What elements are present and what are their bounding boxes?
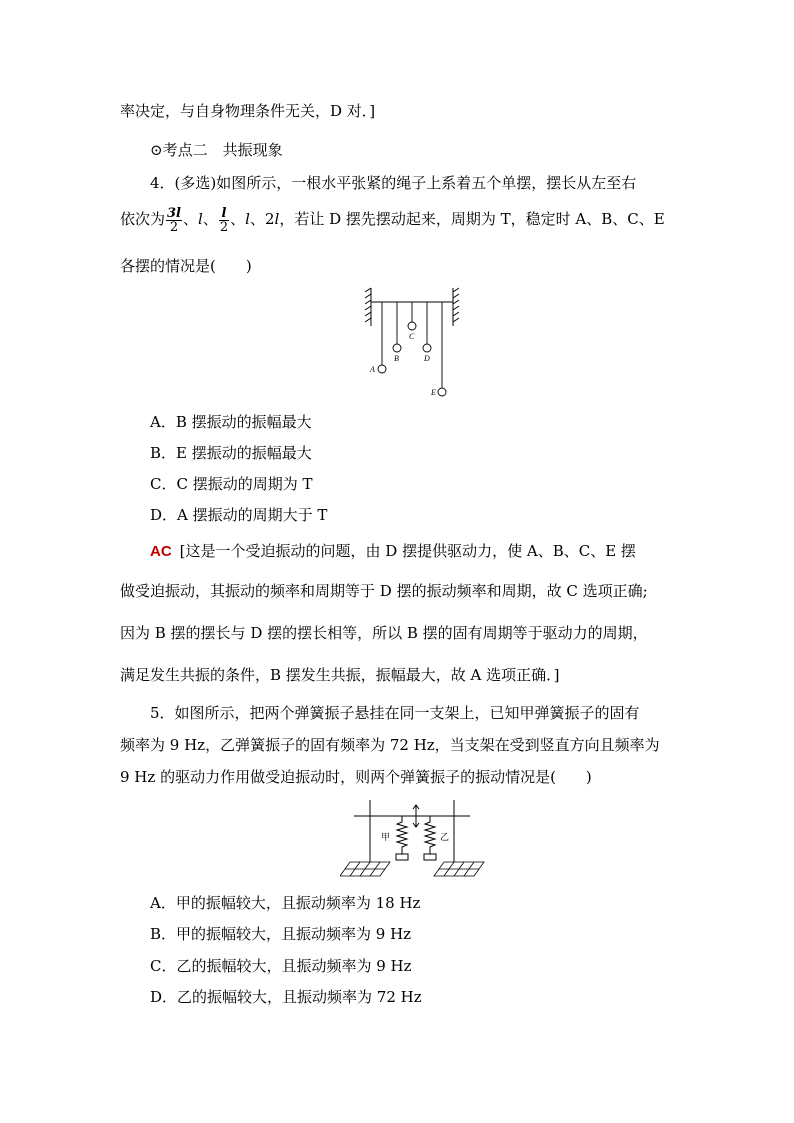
q5-option-b: B．甲的振幅较大，且振动频率为 9 Hz xyxy=(150,925,412,943)
base-left-grid-icon xyxy=(340,862,390,876)
pendulum-label-d: D xyxy=(424,354,430,363)
pendulum-c-bob xyxy=(408,322,416,330)
separator: 、2 xyxy=(249,210,275,228)
q4-option-d: D．A 摆振动的周期大于 T xyxy=(150,506,328,524)
q5-stem-line-1: 5．如图所示，把两个弹簧振子悬挂在同一支架上，已知甲弹簧振子的固有 xyxy=(150,704,640,722)
q4-option-b: B．E 摆振动的振幅最大 xyxy=(150,444,312,462)
q4-line2-suffix: ，若让 D 摆先摆动起来，周期为 T，稳定时 A、B、C、E xyxy=(279,210,665,228)
q4-explanation-text: [这是一个受迫振动的问题，由 D 摆提供驱动力，使 A、B、C、E 摆 xyxy=(179,542,636,560)
left-wall-hatch-icon xyxy=(365,288,371,326)
q5-stem-line-2: 频率为 9 Hz，乙弹簧振子的固有频率为 72 Hz，当支架在受到竖直方向且频率为 xyxy=(120,736,660,754)
pendulum-label-a: A xyxy=(370,365,375,374)
spring-label-jia: 甲 xyxy=(381,832,391,842)
spring-oscillator-figure xyxy=(340,796,488,878)
q5-option-a: A．甲的振幅较大，且振动频率为 18 Hz xyxy=(150,894,421,912)
fraction-numerator: 3l xyxy=(167,205,181,221)
length-l: l xyxy=(198,210,203,228)
length-l: l xyxy=(245,210,250,228)
pendulum-e-bob xyxy=(438,388,446,396)
q4-answer: AC xyxy=(150,543,172,560)
separator: 、 xyxy=(230,210,246,228)
fraction-3l-over-2 xyxy=(166,207,182,234)
q4-option-c: C．C 摆振动的周期为 T xyxy=(150,475,313,493)
separator: 、 xyxy=(183,210,199,228)
spring-yi-icon xyxy=(425,816,435,854)
fraction-numerator: l xyxy=(219,207,229,221)
q5-option-d: D．乙的振幅较大，且振动频率为 72 Hz xyxy=(150,988,422,1006)
q5-stem-line-3: 9 Hz 的驱动力作用做受迫振动时，则两个弹簧振子的振动情况是( ) xyxy=(120,768,592,786)
q4-explanation-line-3: 因为 B 摆的摆长与 D 摆的摆长相等，所以 B 摆的固有周期等于驱动力的周期， xyxy=(120,624,648,642)
pendulum-label-c: C xyxy=(409,332,415,341)
pendulum-b-bob xyxy=(393,344,401,352)
base-right-grid-icon xyxy=(434,862,484,876)
q4-stem-line-2 xyxy=(120,202,665,236)
q5-option-c: C．乙的振幅较大，且振动频率为 9 Hz xyxy=(150,957,412,975)
pendulum-label-e: E xyxy=(431,388,436,397)
q4-stem-line-3: 各摆的情况是( ) xyxy=(120,257,252,275)
q4-line2-prefix: 依次为 xyxy=(120,210,166,228)
pendulum-label-b: B xyxy=(394,354,399,363)
mass-jia-icon xyxy=(396,854,408,860)
right-wall-hatch-icon xyxy=(453,288,459,326)
length-l: l xyxy=(274,210,280,228)
section-heading: ⊙考点二 共振现象 xyxy=(150,141,283,159)
spring-jia-icon xyxy=(397,816,407,854)
fraction-denominator: 2 xyxy=(169,219,179,235)
q4-explanation-line-2: 做受迫振动，其振动的频率和周期等于 D 摆的振动频率和周期，故 C 选项正确; xyxy=(120,582,648,600)
separator: 、 xyxy=(202,210,218,228)
q4-explanation-line-1 xyxy=(150,540,636,561)
q4-stem-line-1: 4．(多选)如图所示，一根水平张紧的绳子上系着五个单摆，摆长从左至右 xyxy=(150,174,637,192)
q4-explanation-line-4: 满足发生共振的条件，B 摆发生共振，振幅最大，故 A 选项正确．] xyxy=(120,666,560,684)
pendulum-a-bob xyxy=(378,365,386,373)
intro-line: 率决定，与自身物理条件无关，D 对．] xyxy=(120,102,376,120)
fraction-denominator: 2 xyxy=(219,219,229,235)
q4-option-a: A．B 摆振动的振幅最大 xyxy=(150,413,312,431)
fraction-l-over-2 xyxy=(219,207,229,234)
pendulum-figure xyxy=(360,284,470,400)
mass-yi-icon xyxy=(424,854,436,860)
pendulum-d-bob xyxy=(423,344,431,352)
spring-label-yi: 乙 xyxy=(440,832,450,842)
